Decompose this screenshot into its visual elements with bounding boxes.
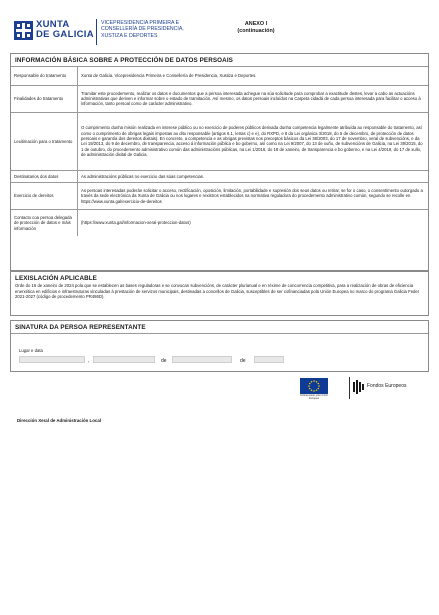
row-value: Tramitar este procedemento, realizar os datos e documentos que a persoa interesada achegue na súa solicitude para comprobar a exactitude destes, levar a cabo as actuacións administrativas que deriven e informar sobre o estado de tramitación. Así mesmo, os datos persoais incluídos na Carpeta cidadá de cada persoa interesada para facilitar o acceso á información, tanto persoal como de carácter administrativo. [78,85,429,112]
xunta-emblem-icon [14,21,33,40]
table-row [11,85,428,112]
data-protection-table [11,66,428,236]
eu-flag-icon [300,378,328,394]
annex-subtitle: (continuación) [237,28,275,34]
table-row [11,171,428,183]
xunta-logo-text [36,20,94,40]
fondos-europeos-label: Fondos Europeos [367,383,407,389]
dept-line-2: CONSELLERÍA DE PRESIDENCIA, [101,26,184,33]
de-separator-1: de [161,358,167,364]
document-header [14,19,429,49]
row-key: Responsable do tratamento [11,67,78,86]
place-date-label: Lugar e data [19,348,43,353]
de-separator-2: de [240,358,246,364]
data-protection-section [10,53,429,271]
legislation-title: LEXISLACIÓN APLICABLE [15,275,97,282]
row-key: Exercicio de dereitos [11,183,78,210]
fondos-europeos-icon [352,380,365,394]
row-key: Contacto coa persoa delegada de protección de datos e máis información [11,209,78,235]
logo-line-2: DE GALICIA [36,29,94,40]
data-protection-title: INFORMACIÓN BÁSICA SOBRE A PROTECCIÓN DE DATOS PERSOAIS [15,57,233,64]
signature-section [10,320,429,372]
legislation-text: Orde do 16 de xaneiro de 2024 pola que se establecen as bases reguladoras e se convocan subvencións, de carácter plurianual e en réxime de concorrencia competitiva, para a realización de obras de eficiencia enerxética en edificios e infraestruturas vinculadas á prestación de servizos municipais, destinadas a concellos de Galicia, susceptibles de ser cofinanciadas pola Unión Europea no marco do programa Galicia Feder 2021-2027 (código de procedemento PR486D). [15,283,420,299]
department-name [101,20,184,39]
day-field[interactable] [93,356,155,363]
row-value: (https://www.xunta.gal/informacion-xeral-proteccion-datos) [78,209,429,235]
month-field[interactable] [172,356,232,363]
footer-directorate: Dirección Xeral de Administración Local [17,418,102,423]
signature-title: SINATURA DA PERSOA REPRESENTANTE [15,324,146,331]
year-field[interactable] [254,356,284,363]
eu-caption: Cofinanciado pola Unión Europea [299,394,329,400]
logo-line-1: XUNTA [36,19,70,30]
annex-title: ANEXO I [244,21,268,27]
logo-divider [96,19,97,45]
row-value: O cumprimento dunha misión realizada en interese público ou no exercicio de poderes públicos derivada dunha competencia legalmente atribuída ao responsable do tratamento, así como o cumprimento de obrigas legais impostas ao dito responsable (artigos 6.1, letras c) e e), do RXPD, e 8 da Lei orgánica 3/2018, do 5 de decembro, de protección de datos persoais e garantía dos dereitos dixitais). En concreto, a competencia e as obrigas previstas nos preceptos básicos da Lei 38/2003, do 17 de novembro, xeral de subvencións, e da Lei 19/2013, do 9 de decembro, de transparencia, acceso á información pública e bo goberno, así como na Lei 9/2007, do 13 de xuño, de subvencións de Galicia, na Lei 39/2015, do 1 de outubro, do procedemento administrativo común das administracións públicas, na Lei 1/2016, do 18 de xaneiro, de transparencia e bo goberno, e na Lei 4/2019, do 17 de xullo, de administración dixital de Galicia. [78,112,429,171]
dept-line-1: VICEPRESIDENCIA PRIMEIRA E [101,20,180,26]
comma-separator: , [88,358,90,364]
row-value: Xunta de Galicia. Vicepresidencia Primeira e Consellería de Presidencia, Xustiza e Deportes. [78,67,429,86]
table-row [11,183,428,210]
row-key: Finalidades do tratamento [11,85,78,112]
table-row [11,112,428,171]
divider [11,333,428,334]
logo-divider [349,377,350,399]
row-value: As administracións públicas no exercicio das súas competencias. [78,171,429,183]
row-value: As persoas interesadas poderán solicitar o acceso, rectificación, oposición, limitación, portabilidade e supresión dos seus datos ou retirar, se for o caso, o consentimento outorgado a través da sede electrónica da Xunta de Galicia ou nos lugares e rexistros establecidos na normativa reguladora do procedemento administrativo común, segundo se recolle en https://www.xunta.gal/exercicio-de-dereitos [78,183,429,210]
table-row [11,209,428,235]
legislation-section [10,271,429,316]
dept-line-3: XUSTIZA E DEPORTES [101,32,158,39]
row-key: Destinatarios dos datos [11,171,78,183]
data-protection-link[interactable]: https://www.xunta.gal/informacion-xeral-proteccion-datos [82,220,190,226]
place-field[interactable] [19,356,85,363]
row-key: Lexitimación para o tratamento [11,112,78,171]
annex-label [236,21,276,35]
table-row [11,67,428,86]
